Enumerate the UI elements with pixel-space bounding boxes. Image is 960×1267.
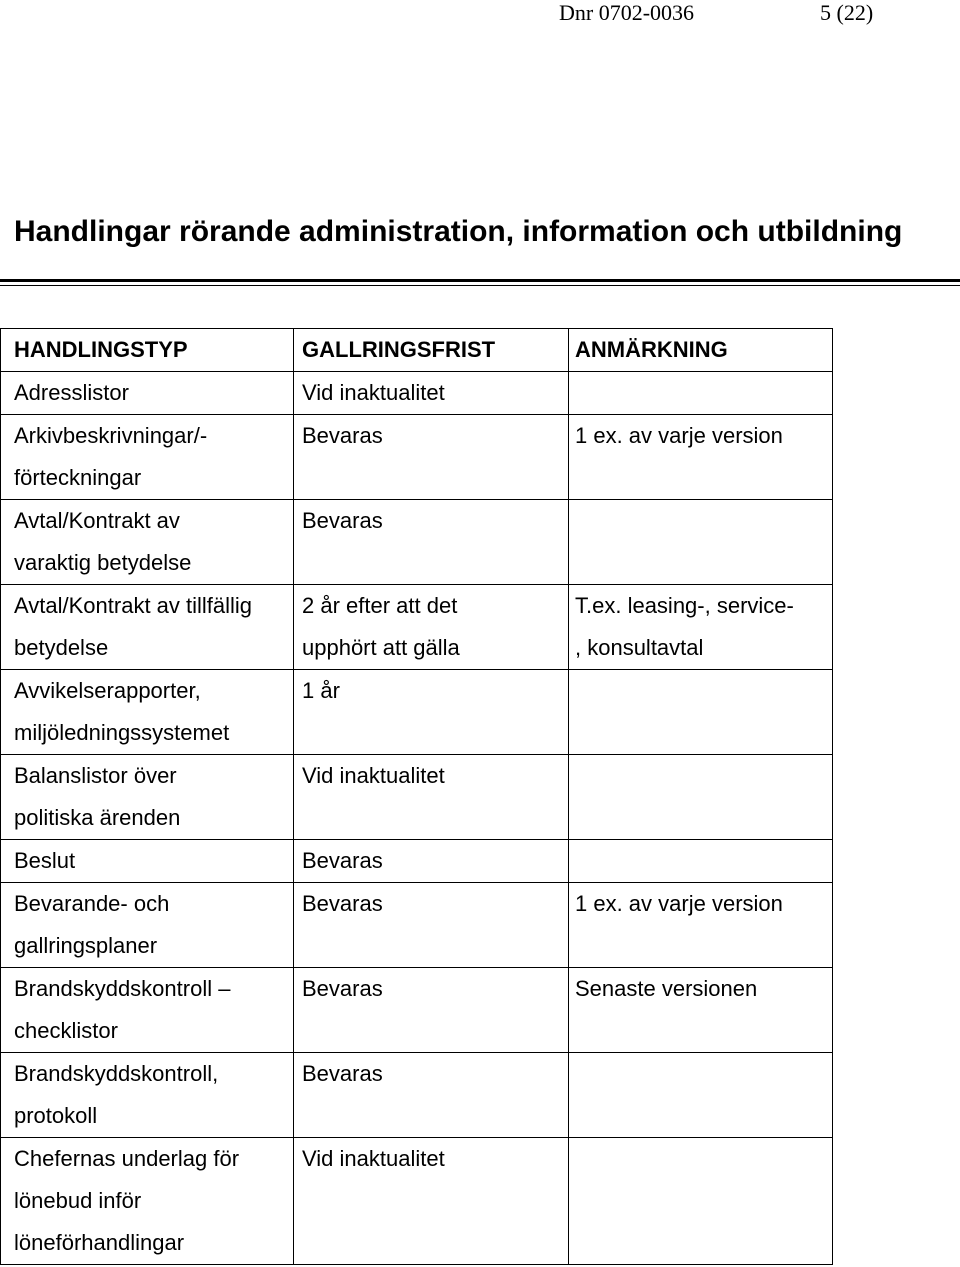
column-header-handlingstyp: HANDLINGSTYP	[1, 329, 294, 372]
cell-gallringsfrist: Bevaras	[294, 1053, 569, 1138]
cell-handlingstyp: Brandskyddskontroll – checklistor	[1, 968, 294, 1053]
table-row	[1, 968, 833, 1053]
cell-anmarkning	[569, 500, 833, 585]
cell-gallringsfrist: Bevaras	[294, 883, 569, 968]
table-header-row	[1, 329, 833, 372]
cell-anmarkning	[569, 840, 833, 883]
section-title: Handlingar rörande administration, information och utbildning	[14, 215, 903, 248]
cell-gallringsfrist: 1 år	[294, 670, 569, 755]
cell-anmarkning	[569, 1138, 833, 1265]
cell-handlingstyp: Bevarande- och gallringsplaner	[1, 883, 294, 968]
table-row	[1, 1053, 833, 1138]
title-rule	[0, 279, 960, 282]
table-row	[1, 670, 833, 755]
cell-gallringsfrist: 2 år efter att det upphört att gälla	[294, 585, 569, 670]
document-number: Dnr 0702-0036	[559, 0, 695, 25]
table-row	[1, 500, 833, 585]
cell-gallringsfrist: Vid inaktualitet	[294, 372, 569, 415]
table-body	[1, 372, 833, 1265]
cell-handlingstyp: Beslut	[1, 840, 294, 883]
page-number: 5 (22)	[820, 0, 874, 25]
cell-handlingstyp: Avvikelserapporter, miljöledningssystemet	[1, 670, 294, 755]
table-row	[1, 1138, 833, 1265]
cell-anmarkning	[569, 670, 833, 755]
cell-gallringsfrist: Bevaras	[294, 500, 569, 585]
cell-anmarkning	[569, 372, 833, 415]
table-row	[1, 415, 833, 500]
cell-handlingstyp: Balanslistor över politiska ärenden	[1, 755, 294, 840]
table-row	[1, 840, 833, 883]
table-row	[1, 883, 833, 968]
cell-anmarkning: 1 ex. av varje version	[569, 883, 833, 968]
retention-table	[0, 328, 833, 1265]
table-row	[1, 755, 833, 840]
cell-gallringsfrist: Bevaras	[294, 968, 569, 1053]
table-row	[1, 585, 833, 670]
page-header	[0, 0, 960, 30]
title-rule-thin	[0, 285, 960, 286]
cell-gallringsfrist: Vid inaktualitet	[294, 1138, 569, 1265]
table-row	[1, 372, 833, 415]
cell-handlingstyp: Avtal/Kontrakt av tillfällig betydelse	[1, 585, 294, 670]
column-header-gallringsfrist: GALLRINGSFRIST	[294, 329, 569, 372]
column-header-anmarkning: ANMÄRKNING	[569, 329, 833, 372]
cell-anmarkning: T.ex. leasing-, service- , konsultavtal	[569, 585, 833, 670]
cell-gallringsfrist: Vid inaktualitet	[294, 755, 569, 840]
cell-gallringsfrist: Bevaras	[294, 415, 569, 500]
cell-handlingstyp: Brandskyddskontroll, protokoll	[1, 1053, 294, 1138]
cell-handlingstyp: Avtal/Kontrakt av varaktig betydelse	[1, 500, 294, 585]
cell-handlingstyp: Arkivbeskrivningar/- förteckningar	[1, 415, 294, 500]
cell-anmarkning: Senaste versionen	[569, 968, 833, 1053]
cell-anmarkning: 1 ex. av varje version	[569, 415, 833, 500]
cell-handlingstyp: Adresslistor	[1, 372, 294, 415]
cell-gallringsfrist: Bevaras	[294, 840, 569, 883]
cell-handlingstyp: Chefernas underlag för lönebud inför löneförhandlingar	[1, 1138, 294, 1265]
cell-anmarkning	[569, 1053, 833, 1138]
cell-anmarkning	[569, 755, 833, 840]
